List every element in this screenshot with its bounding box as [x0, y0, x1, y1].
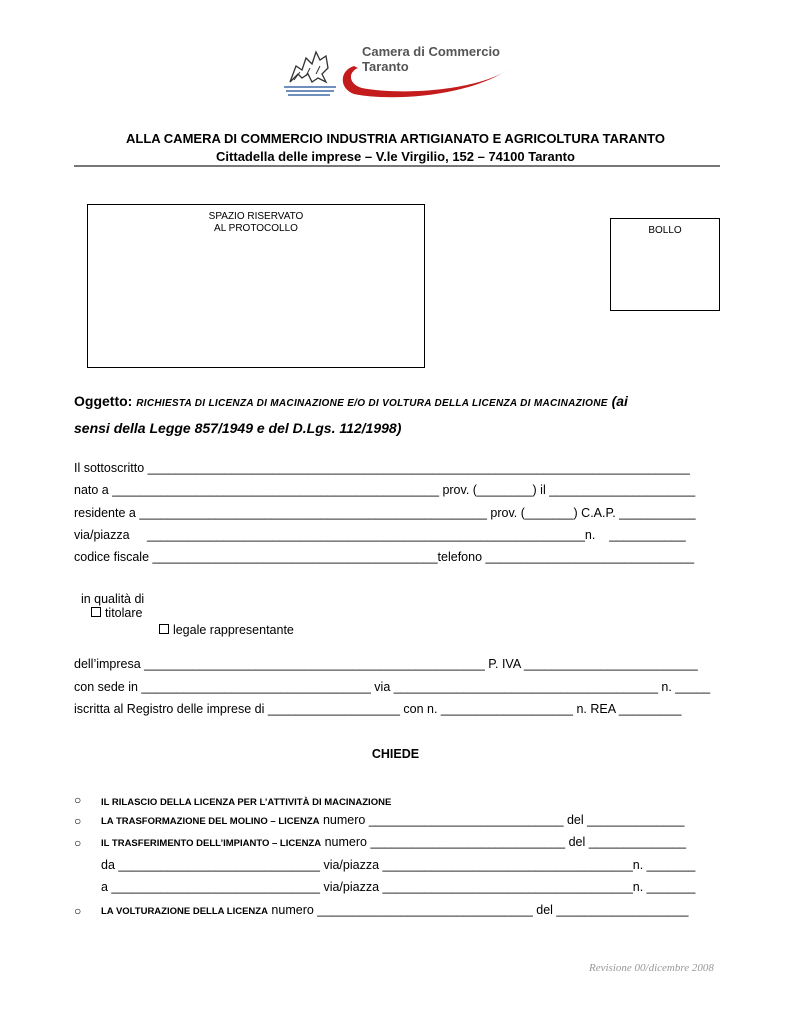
option-bullet-3[interactable]: ○: [74, 836, 82, 850]
heading-divider: [74, 165, 720, 167]
logo-line2: Taranto: [362, 59, 409, 74]
option-bullet-4[interactable]: ○: [74, 904, 82, 918]
field-da[interactable]: da _____________________________ via/piazza ____________________________________n. _______: [101, 858, 696, 872]
address-line: Cittadella delle imprese – V.le Virgilio, 152 – 74100 Taranto: [216, 149, 575, 164]
logo-text: [362, 44, 500, 74]
option-bullet-2[interactable]: ○: [74, 814, 82, 828]
legale-checkbox[interactable]: [159, 624, 169, 634]
option-trasformazione-rest: numero ____________________________ del ______________: [319, 813, 685, 827]
subject-tail-1: (ai: [611, 393, 628, 409]
chiede-heading: CHIEDE: [371, 747, 420, 761]
logo-line1: Camera di Commercio: [362, 44, 500, 59]
subject-tail-2: sensi della Legge 857/1949 e del D.Lgs. 112/1998): [74, 420, 402, 436]
option-voltura-caps: LA VOLTURAZIONE DELLA LICENZA: [101, 906, 268, 917]
qualita-row: [74, 578, 144, 620]
subject-label: Oggetto:: [74, 393, 133, 409]
field-impresa[interactable]: dell’impresa _________________________________________________ P. IVA _________________________: [74, 657, 698, 671]
qualita-label: in qualità di: [80, 592, 145, 606]
subject-block: [74, 389, 724, 441]
protocol-label-line2: AL PROTOCOLLO: [214, 223, 298, 234]
option-voltura[interactable]: [101, 903, 689, 917]
field-nato[interactable]: nato a _______________________________________________ prov. (________) il _____________________: [74, 483, 696, 497]
option-trasferimento[interactable]: [101, 835, 686, 849]
stamp-label: BOLLO: [648, 225, 682, 236]
field-codice-fiscale[interactable]: codice fiscale _________________________________________telefono ______________________________: [74, 550, 695, 564]
legale-row: [152, 609, 294, 637]
option-rilascio: [101, 794, 391, 808]
field-a[interactable]: a ______________________________ via/piazza ____________________________________n. _______: [101, 880, 696, 894]
option-trasformazione-caps: LA TRASFORMAZIONE DEL MOLINO – LICENZA: [101, 816, 320, 827]
field-registro[interactable]: iscritta al Registro delle imprese di ___________________ con n. ___________________ n. REA _________: [74, 702, 682, 716]
titolare-label: titolare: [104, 606, 143, 620]
titolare-checkbox[interactable]: [91, 607, 101, 617]
field-via[interactable]: via/piazza _______________________________________________________________n. ___________: [74, 528, 686, 542]
option-trasformazione[interactable]: [101, 813, 684, 827]
subject-text: RICHIESTA DI LICENZA DI MACINAZIONE E/O DI VOLTURA DELLA LICENZA DI MACINAZIONE: [136, 398, 608, 409]
option-trasferimento-caps: IL TRASFERIMENTO DELL’IMPIANTO – LICENZA: [101, 838, 322, 849]
revision-note: Revisione 00/dicembre 2008: [589, 962, 714, 974]
stamp-box: [610, 218, 720, 311]
option-trasferimento-rest: numero ____________________________ del ______________: [321, 835, 687, 849]
addressee-heading: ALLA CAMERA DI COMMERCIO INDUSTRIA ARTIGIANATO E AGRICOLTURA TARANTO: [126, 131, 665, 146]
field-sottoscritto[interactable]: Il sottoscritto ______________________________________________________________________________: [74, 461, 690, 475]
protocol-label-line1: SPAZIO RISERVATO: [208, 211, 304, 222]
legale-label: legale rappresentante: [172, 623, 294, 637]
protocol-box: [87, 204, 425, 368]
option-voltura-rest: numero _______________________________ del ___________________: [267, 903, 689, 917]
option-bullet-1[interactable]: ○: [74, 793, 82, 807]
field-residente[interactable]: residente a __________________________________________________ prov. (_______) C.A.P. ___________: [74, 506, 696, 520]
option-rilascio-text: IL RILASCIO DELLA LICENZA PER L’ATTIVITÀ DI MACINAZIONE: [101, 797, 392, 808]
field-sede[interactable]: con sede in _________________________________ via ______________________________________ n. _____: [74, 680, 711, 694]
